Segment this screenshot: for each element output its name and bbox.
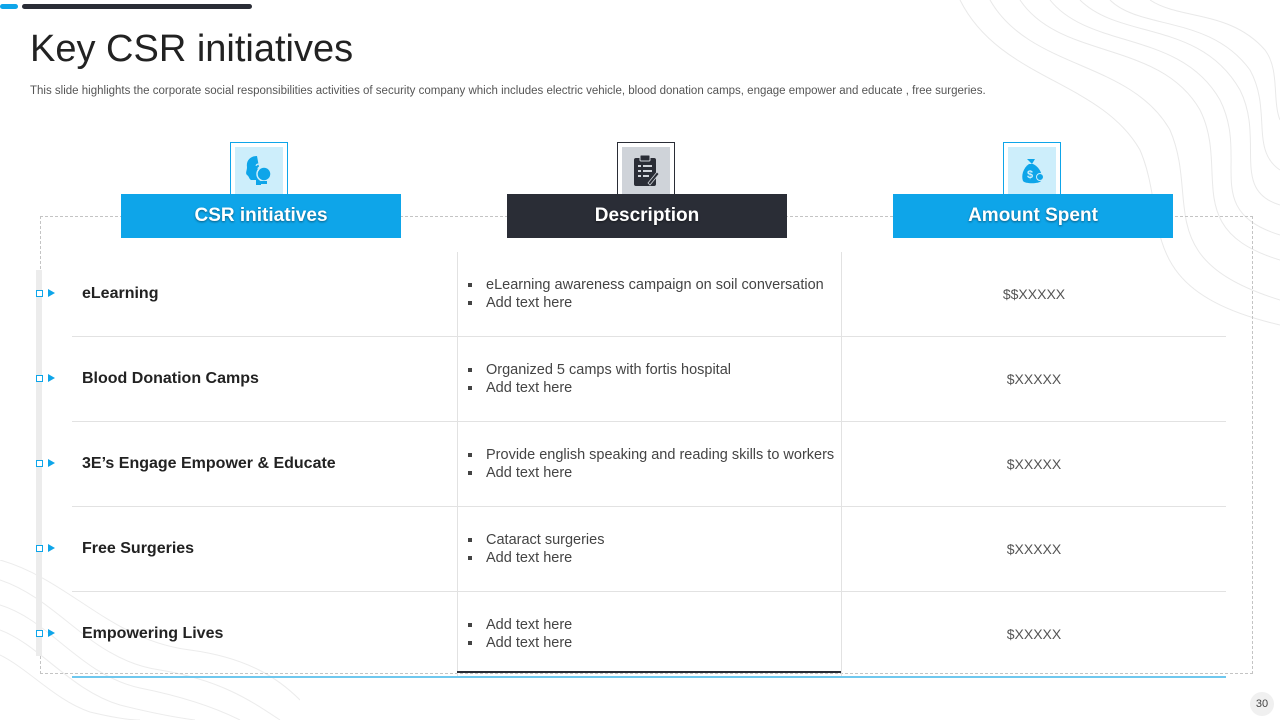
initiative-description	[457, 592, 842, 676]
initiative-name: eLearning	[82, 285, 159, 302]
description-bullet: eLearning awareness campaign on soil conversation	[486, 277, 824, 293]
slide-subtitle: This slide highlights the corporate social responsibilities activities of security company which includes electric vehicle, blood donation camps, engage empower and educate , free surgeries.	[30, 85, 986, 97]
initiative-description	[457, 507, 842, 591]
csr-table	[72, 252, 1226, 678]
description-icon-box	[617, 142, 675, 200]
amount-spent: $$XXXXX	[1002, 286, 1066, 302]
column-header-csr-initiatives: CSR initiatives	[121, 194, 401, 238]
initiative-name: Empowering Lives	[82, 625, 224, 642]
amount-spent: $XXXXX	[1006, 456, 1062, 472]
amount-spent: $XXXXX	[1006, 541, 1062, 557]
amount-spent-icon-box	[1003, 142, 1061, 200]
row-marker-icon	[36, 289, 55, 297]
csr-initiatives-icon-box	[230, 142, 288, 200]
table-row	[72, 252, 1226, 337]
initiative-name: Free Surgeries	[82, 540, 195, 557]
amount-spent: $XXXXX	[1006, 371, 1062, 387]
svg-text:?: ?	[255, 162, 262, 174]
table-row	[72, 592, 1226, 678]
initiative-name: Blood Donation Camps	[82, 370, 259, 387]
clipboard-checklist-icon	[632, 154, 660, 188]
money-bag-icon	[1017, 156, 1047, 186]
table-row	[72, 422, 1226, 507]
slide-title: Key CSR initiatives	[30, 28, 354, 70]
row-marker-icon	[36, 629, 55, 637]
top-dark-bar	[22, 4, 252, 9]
top-accent-bar	[0, 4, 18, 9]
description-bullet: Add text here	[486, 635, 573, 651]
description-bullet: Organized 5 camps with fortis hospital	[486, 362, 731, 378]
description-bullet: Provide english speaking and reading skills to workers	[486, 447, 835, 463]
brain-lightbulb-icon	[244, 154, 274, 188]
description-bullet: Cataract surgeries	[486, 532, 605, 548]
description-bullet: Add text here	[486, 294, 824, 312]
description-bullet: Add text here	[486, 464, 834, 482]
row-marker-icon	[36, 374, 55, 382]
initiative-name: 3E’s Engage Empower & Educate	[82, 455, 336, 472]
page-number: 30	[1250, 692, 1274, 716]
description-bullet: Add text here	[486, 549, 604, 567]
amount-spent: $XXXXX	[1006, 626, 1062, 642]
table-row	[72, 337, 1226, 422]
row-marker-icon	[36, 459, 55, 467]
description-bullet: Add text here	[486, 617, 573, 633]
initiative-description	[457, 422, 842, 506]
column-header-description: Description	[507, 194, 787, 238]
table-row	[72, 507, 1226, 592]
description-bullet: Add text here	[486, 379, 731, 397]
column-header-amount-spent: Amount Spent	[893, 194, 1173, 238]
svg-text:$: $	[1027, 169, 1034, 181]
row-marker-icon	[36, 544, 55, 552]
initiative-description	[457, 337, 842, 421]
description-bottom-rule	[457, 671, 841, 673]
initiative-description	[457, 252, 842, 336]
